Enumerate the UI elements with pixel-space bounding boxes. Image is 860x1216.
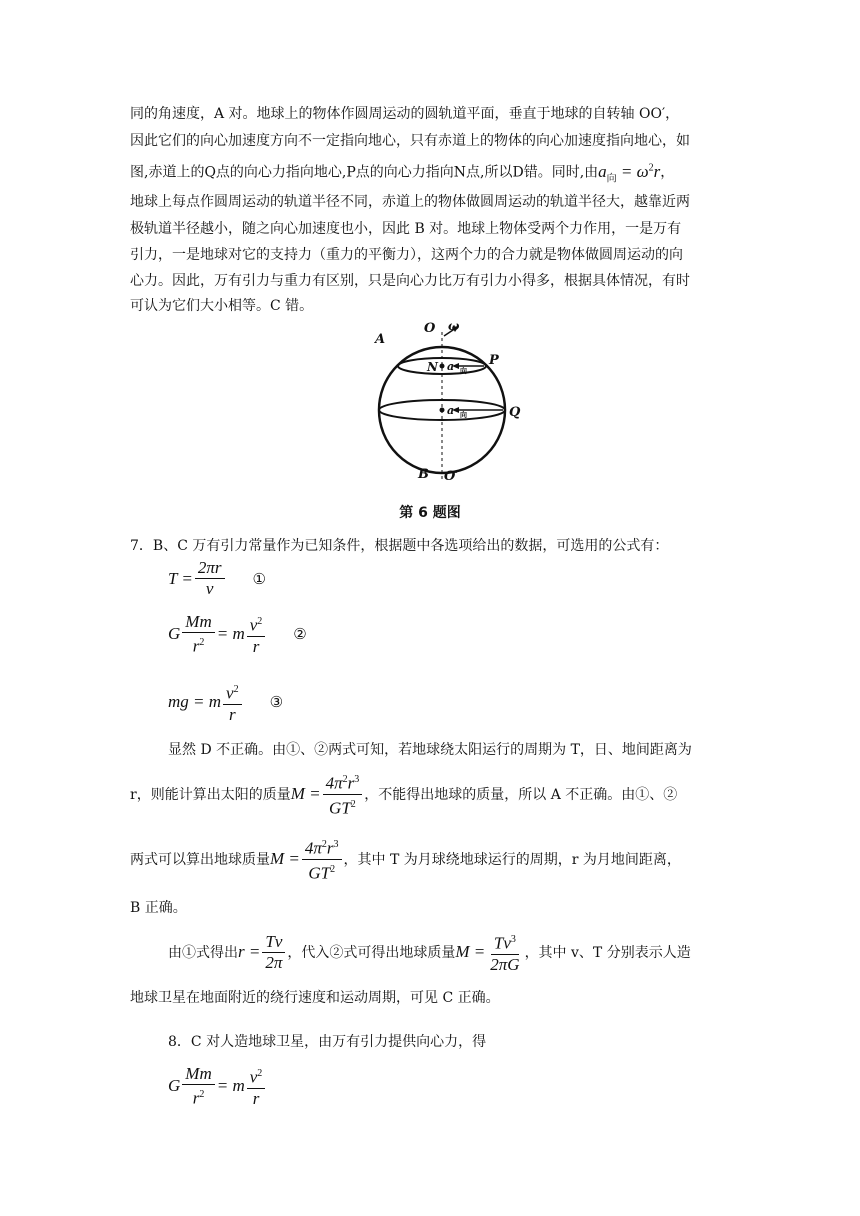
label-direction-top: 向 bbox=[460, 366, 467, 375]
label-direction-mid: 向 bbox=[460, 410, 467, 419]
text-line: 心力。因此，万有引力与重力有区别，只是向心力比万有引力小得多，根据具体情况，有时 bbox=[130, 273, 690, 289]
text-line: 两式可以算出地球质量 M = $\frac{4\pi^2r^3}{GT^2}$ ，其中 T 为月球绕地球运行的周期，r 为月地间距离， bbox=[130, 835, 681, 883]
text-line: 地球卫星在地面附近的绕行速度和运动周期，可见 C 正确。 bbox=[130, 990, 500, 1006]
equation-tag: ② bbox=[293, 625, 307, 644]
section-8-intro: 8．C 对人造地球卫星，由万有引力提供向心力，得 bbox=[168, 1034, 487, 1050]
math-symbol: $a_向 = \omega^2r$ bbox=[598, 161, 661, 185]
text-line: 由①式得出 r = $\frac{Tv}{2\pi}$ ，代入②式可得出地球质量 M = $\frac{Tv^3}{2\pi G}$ ，其中 v、T 分别表示人造 bbox=[168, 931, 691, 974]
text-line: 因此它们的向心加速度方向不一定指向地心，只有赤道上的物体的向心加速度指向地心，如 bbox=[130, 133, 690, 149]
figure-caption: 第 6 题图 bbox=[399, 505, 461, 521]
label-A: A bbox=[375, 332, 386, 347]
text-line: 引力，一是地球对它的支持力（重力的平衡力），这两个力的合力就是物体做圆周运动的向 bbox=[130, 247, 683, 263]
label-a-mid: a bbox=[447, 404, 455, 417]
earth-center-dot bbox=[440, 408, 445, 413]
earth-rotation-diagram bbox=[360, 314, 540, 494]
equation-tag: ① bbox=[252, 569, 266, 588]
label-O-prime: O′ bbox=[444, 469, 459, 484]
equation-2: G $\frac{Mm}{r^2}$ = m $\frac{v^2}{r}$ ② bbox=[168, 612, 307, 656]
label-O: O bbox=[424, 321, 436, 336]
text-segment: ， bbox=[660, 164, 675, 181]
point-N bbox=[440, 364, 445, 369]
text-line: B 正确。 bbox=[130, 900, 187, 916]
text-line: 地球上每点作圆周运动的轨道半径不同，赤道上的物体做圆周运动的轨道半径大，越靠近两 bbox=[130, 194, 690, 210]
text-line: r，则能计算出太阳的质量 M = $\frac{4\pi^2r^3}{GT^2}$ ，不能得出地球的质量，所以 A 不正确。由①、② bbox=[130, 770, 677, 818]
equation-1: T = $\frac{2\pi r}{v}$ ① bbox=[168, 558, 266, 598]
label-a-top: a bbox=[447, 360, 455, 373]
text-line: 显然 D 不正确。由①、②两式可知，若地球绕太阳运行的周期为 T，日、地间距离为 bbox=[168, 742, 692, 758]
text-segment: 图,赤道上的Q点的向心力指向地心,P点的向心力指向N点,所以D错。同时,由 bbox=[130, 164, 599, 181]
label-omega: ω bbox=[448, 319, 460, 333]
label-Q: Q bbox=[509, 405, 521, 420]
text-line: 极轨道半径越小，随之向心加速度也小，因此 B 对。地球上物体受两个力作用，一是万有 bbox=[130, 221, 682, 237]
section-7-intro: 7．B、C 万有引力常量作为已知条件，根据题中各选项给出的数据，可选用的公式有： bbox=[130, 538, 669, 554]
label-N: N bbox=[427, 360, 438, 374]
equation-3: mg = m $\frac{v^2}{r}$ ③ bbox=[168, 680, 283, 725]
equation-8: G $\frac{Mm}{r^2}$ = m $\frac{v^2}{r}$ bbox=[168, 1064, 267, 1109]
label-B: B bbox=[418, 467, 429, 482]
label-P: P bbox=[489, 353, 499, 368]
text-line: 可认为它们大小相等。C 错。 bbox=[130, 298, 314, 314]
text-line bbox=[130, 158, 674, 189]
equation-tag: ③ bbox=[269, 693, 284, 712]
text-line: 同的角速度，A 对。地球上的物体作圆周运动的圆轨道平面，垂直于地球的自转轴 OO′， bbox=[130, 106, 680, 122]
